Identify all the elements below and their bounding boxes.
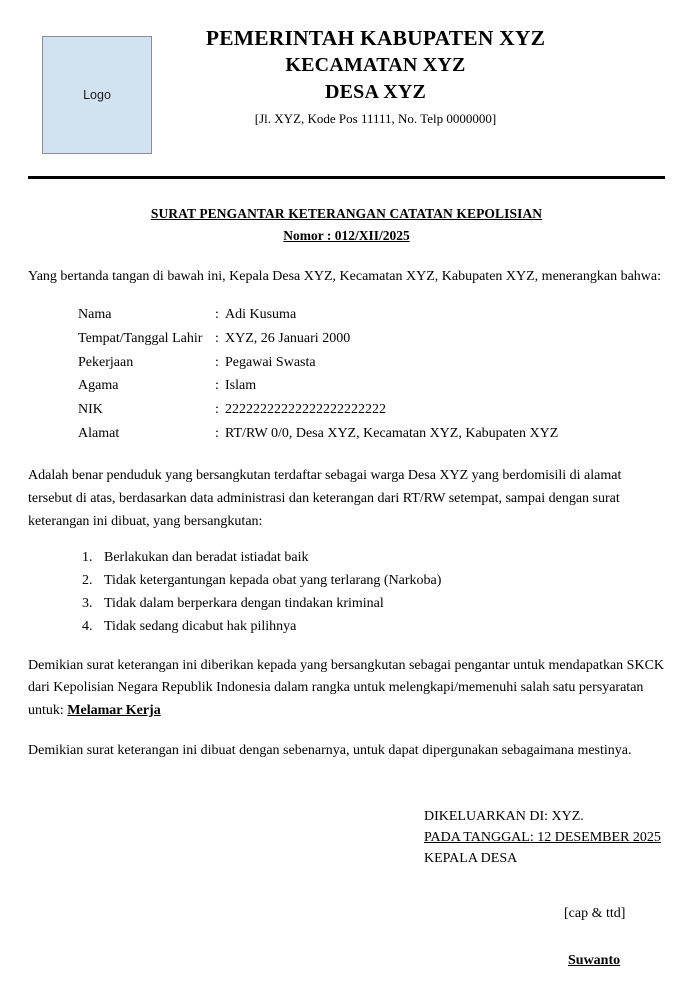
table-row bbox=[78, 376, 558, 400]
signature-block bbox=[28, 806, 665, 971]
signature-date: PADA TANGGAL: 12 DESEMBER 2025 bbox=[424, 830, 661, 846]
identity-separator: : bbox=[215, 354, 219, 370]
list-item: 1. Berlakukan dan beradat istiadat baik bbox=[96, 547, 665, 569]
organization-line-3: DESA XYZ bbox=[324, 81, 427, 104]
identity-label: NIK bbox=[78, 402, 103, 418]
document-number: Nomor : 012/XII/2025 bbox=[283, 228, 410, 243]
requirements-list bbox=[28, 547, 665, 637]
purpose-text: Demikian surat keterangan ini diberikan kepada yang bersangkutan sebagai pengantar untuk mendapatkan SKCK dari Kepolisian Negara Republik Indonesia dalam rangka untuk melengkapi/memenuhi salah satu persyaratan untuk: bbox=[28, 657, 665, 718]
signature-position: KEPALA DESA bbox=[424, 851, 518, 867]
list-item: 3. Tidak dalam berperkara dengan tindakan kriminal bbox=[96, 593, 665, 615]
identity-label: Tempat/Tanggal Lahir bbox=[78, 330, 203, 346]
logo-placeholder-box bbox=[42, 36, 152, 154]
identity-table-body bbox=[78, 305, 558, 449]
identity-separator: : bbox=[215, 330, 219, 346]
identity-separator: : bbox=[215, 306, 219, 322]
organization-address: [Jl. XYZ, Kode Pos 11111, No. Telp 0000000] bbox=[254, 111, 497, 127]
logo-placeholder-label: Logo bbox=[83, 88, 111, 102]
signature-stamp-note: [cap & ttd] bbox=[564, 906, 626, 922]
signature-place: DIKELUARKAN DI: XYZ. bbox=[424, 809, 584, 825]
identity-separator: : bbox=[215, 402, 219, 418]
identity-label: Agama bbox=[78, 378, 119, 394]
identity-table bbox=[78, 305, 558, 449]
list-item: 4. Tidak sedang dicabut hak pilihnya bbox=[96, 616, 665, 638]
table-row bbox=[78, 424, 558, 448]
table-row bbox=[78, 353, 558, 377]
identity-value: RT/RW 0/0, Desa XYZ, Kecamatan XYZ, Kabupaten XYZ bbox=[225, 426, 559, 442]
identity-value: 22222222222222222222222 bbox=[225, 402, 386, 418]
table-row bbox=[78, 400, 558, 424]
identity-label: Alamat bbox=[78, 426, 120, 442]
organization-line-1: PEMERINTAH KABUPATEN XYZ bbox=[205, 26, 546, 50]
signature-name: Suwanto bbox=[568, 953, 621, 969]
document-title-block bbox=[28, 205, 665, 244]
letterhead bbox=[28, 0, 665, 164]
identity-label: Nama bbox=[78, 306, 112, 322]
organization-line-2: KECAMATAN XYZ bbox=[285, 54, 466, 77]
identity-label: Pekerjaan bbox=[78, 354, 134, 370]
identity-value: XYZ, 26 Januari 2000 bbox=[225, 330, 351, 346]
statement-paragraph: Adalah benar penduduk yang bersangkutan terdaftar sebagai warga Desa XYZ yang berdomisili di alamat tersebut di atas, berdasarkan data administrasi dan keterangan dari RT/RW setempat, sampai dengan surat keterangan ini dibuat, yang bersangkutan: bbox=[28, 468, 622, 529]
document-title: SURAT PENGANTAR KETERANGAN CATATAN KEPOLISIAN bbox=[150, 206, 543, 221]
header-divider-rule bbox=[28, 176, 665, 179]
list-item: 2. Tidak ketergantungan kepada obat yang terlarang (Narkoba) bbox=[96, 570, 665, 592]
purpose-paragraph bbox=[28, 655, 665, 723]
closing-paragraph: Demikian surat keterangan ini dibuat dengan sebenarnya, untuk dapat dipergunakan sebagaimana mestinya. bbox=[28, 742, 632, 758]
identity-value: Islam bbox=[225, 378, 257, 394]
identity-separator: : bbox=[215, 378, 219, 394]
identity-separator: : bbox=[215, 426, 219, 442]
identity-value: Adi Kusuma bbox=[225, 306, 297, 322]
table-row bbox=[78, 329, 558, 353]
table-row bbox=[78, 305, 558, 329]
purpose-highlight: Melamar Kerja bbox=[67, 702, 161, 718]
intro-paragraph: Yang bertanda tangan di bawah ini, Kepala Desa XYZ, Kecamatan XYZ, Kabupaten XYZ, menerangkan bahwa: bbox=[28, 269, 662, 284]
identity-value: Pegawai Swasta bbox=[225, 354, 316, 370]
